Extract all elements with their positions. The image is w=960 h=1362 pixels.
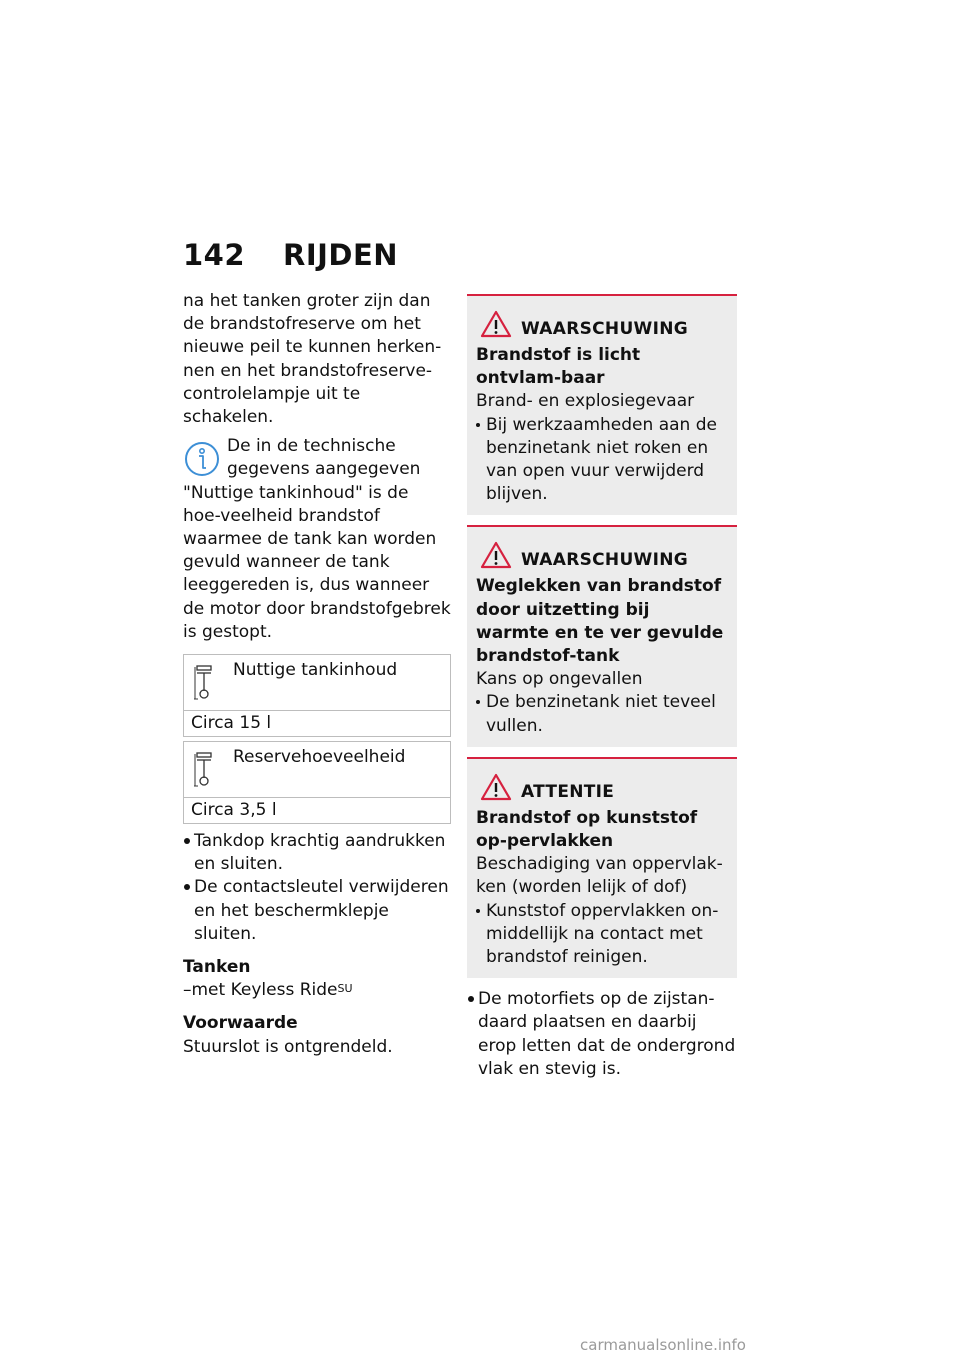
list-item: De contactsleutel verwijderen en het beschermklepje sluiten. [183,876,451,946]
info-rest: "Nuttige tankinhoud" is de hoe-veelheid brandstof waarmee de tank kan worden gevuld wanneer de tank leeggereden is, dus wanneer de motor door brandstofgebrek is gestopt. [183,482,451,642]
tanken-subtitle: –met Keyless Ride$^{SU}$ [183,980,353,1001]
info-line-1: De in de technische [227,436,396,457]
warning-measure: De benzinetank niet teveel vullen. [476,691,728,737]
attention-consequence: Beschadiging van oppervlak-ken (worden lelijk of dof) [476,854,723,898]
voorwaarde-heading: Voorwaarde [183,1013,298,1034]
warning-box [467,525,737,746]
info-note [183,435,451,644]
section-title: RIJDEN [283,238,399,272]
tool-icon [194,665,214,701]
warning-triangle-icon [480,541,512,569]
tanken-heading: Tanken [183,957,251,978]
keyless-superscript: SU [337,982,353,996]
spec-box-reserve [183,741,451,824]
spec-name: Nuttige tankinhoud [233,660,398,681]
attention-measure: Kunststof oppervlakken on-middellijk na contact met brandstof reinigen. [476,900,728,970]
info-line-2: gegevens aangegeven [227,459,421,480]
warning-title: WAARSCHUWING [521,550,689,571]
spec-name: Reservehoeveelheid [233,747,406,768]
warning-consequence: Kans op ongevallen [476,669,643,690]
list-item: De motorfiets op de zijstan-daard plaatsen en daarbij erop letten dat de ondergrond vlak en stevig is. [467,988,737,1081]
warning-subject: Brandstof is licht ontvlam-baar [476,345,641,389]
page-header [183,238,398,272]
warning-triangle-icon [480,310,512,338]
warning-consequence: Brand- en explosiegevaar [476,391,695,412]
warning-measure: Bij werkzaamheden aan de benzinetank niet roken en van open vuur verwijderd blijven. [476,414,728,507]
spec-value: Circa 15 l [184,710,450,736]
right-column [467,294,737,1081]
attention-title: ATTENTIE [521,781,615,802]
attention-subject: Brandstof op kunststof op-pervlakken [476,807,698,852]
watermark: carmanualsonline.info [580,1336,746,1354]
spec-value: Circa 3,5 l [184,797,450,823]
tool-icon [194,752,214,788]
warning-title: WAARSCHUWING [521,319,689,339]
left-column [183,290,451,1059]
voorwaarde-text: Stuurslot is ontgrendeld. [183,1036,393,1057]
attention-box [467,757,737,978]
warning-triangle-icon [480,773,512,801]
info-icon [184,441,220,477]
intro-paragraph: na het tanken groter zijn dan de brandstofreserve om het nieuwe peil te kunnen herken-nen en het brandstofreserve-controlelampje uit te schakelen. [183,291,442,428]
warning-subject: Weglekken van brandstof door uitzetting bij warmte en te ver gevulde brandstof-tank [476,576,724,667]
list-item: Tankdop krachtig aandrukken en sluiten. [183,830,451,876]
page-number: 142 [183,238,246,272]
step-list [183,830,451,946]
step-list [467,988,737,1081]
warning-box [467,294,737,515]
spec-box-tank-capacity [183,654,451,737]
